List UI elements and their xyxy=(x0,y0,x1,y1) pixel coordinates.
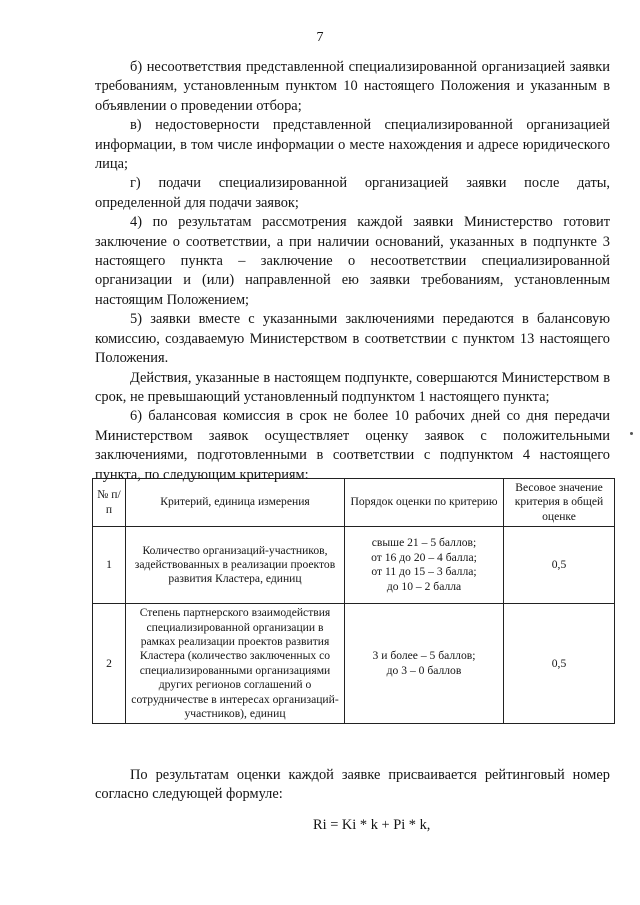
page-number: 7 xyxy=(316,30,324,45)
margin-mark xyxy=(630,432,633,435)
order-line: свыше 21 – 5 баллов; xyxy=(371,536,477,550)
paragraph: 4) по результатам рассмотрения каждой заявки Министерство готовит заключение о соответствии, а при наличии оснований, указанных в подпункте 3 настоящего пункта – заключение о несоответствии специализированной организации и (или) направленной ею заявки требованиям, установленным настоящим Положением; xyxy=(95,214,610,308)
paragraph: По результатам оценки каждой заявке присваивается рейтинговый номер согласно следующей формуле: xyxy=(95,767,610,803)
order-line: от 11 до 15 – 3 балла; xyxy=(371,565,477,579)
table-header-row xyxy=(93,479,615,527)
order-line: до 3 – 0 баллов xyxy=(386,663,462,677)
row-order xyxy=(345,604,504,724)
paragraph: 6) балансовая комиссия в срок не более 10 рабочих дней со дня передачи Министерством заявок осуществляет оценку заявок с положительными заключениями, подготовленными в соответствии с подпунктом 4 настоящего пункта, по следующим критериям: xyxy=(95,408,610,483)
paragraph: в) недостоверности представленной специализированной организацией информации, в том числе информации о месте нахождения и адресе юридического лица; xyxy=(95,117,610,173)
paragraph: 5) заявки вместе с указанными заключениями передаются в балансовую комиссию, создаваемую Министерством в соответствии с пунктом 13 настоящего Положения. xyxy=(95,311,610,367)
header-num: № п/п xyxy=(93,479,126,527)
row-criterion: Степень партнерского взаимодействия специализированной организации в рамках реализации проектов развития Кластера (количество заключенных со специализированными организациями других регионов соглашений о сотрудничестве в интересах организаций-участников), единиц xyxy=(126,604,345,724)
paragraph: г) подачи специализированной организацией заявки после даты, определенной для подачи заявок; xyxy=(95,175,610,211)
header-criterion: Критерий, единица измерения xyxy=(126,479,345,527)
header-order: Порядок оценки по критерию xyxy=(345,479,504,527)
order-line: от 16 до 20 – 4 балла; xyxy=(371,550,477,564)
header-weight: Весовое значение критерия в общей оценке xyxy=(504,479,615,527)
paragraph: б) несоответствия представленной специализированной организацией заявки требованиям, установленным пунктом 10 настоящего Положения и указанным в объявлении о проведении отбора; xyxy=(95,59,610,114)
order-line: 3 и более – 5 баллов; xyxy=(372,649,476,663)
paragraph: Действия, указанные в настоящем подпункте, совершаются Министерством в срок, не превышающий установленный подпунктом 1 настоящего пункта; xyxy=(95,369,610,405)
formula: Ri = Ki * k + Pi * k, xyxy=(313,817,431,833)
table-row xyxy=(93,604,615,724)
order-line: до 10 – 2 балла xyxy=(386,579,462,593)
body-text xyxy=(95,58,610,485)
row-weight: 0,5 xyxy=(504,527,615,604)
row-num: 1 xyxy=(93,527,126,604)
table-row xyxy=(93,527,615,604)
row-criterion: Количество организаций-участников, задействованных в реализации проектов развития Кластера, единиц xyxy=(126,527,345,604)
row-weight: 0,5 xyxy=(504,604,615,724)
row-order xyxy=(345,527,504,604)
row-num: 2 xyxy=(93,604,126,724)
criteria-table xyxy=(92,478,615,724)
after-text xyxy=(95,766,610,805)
